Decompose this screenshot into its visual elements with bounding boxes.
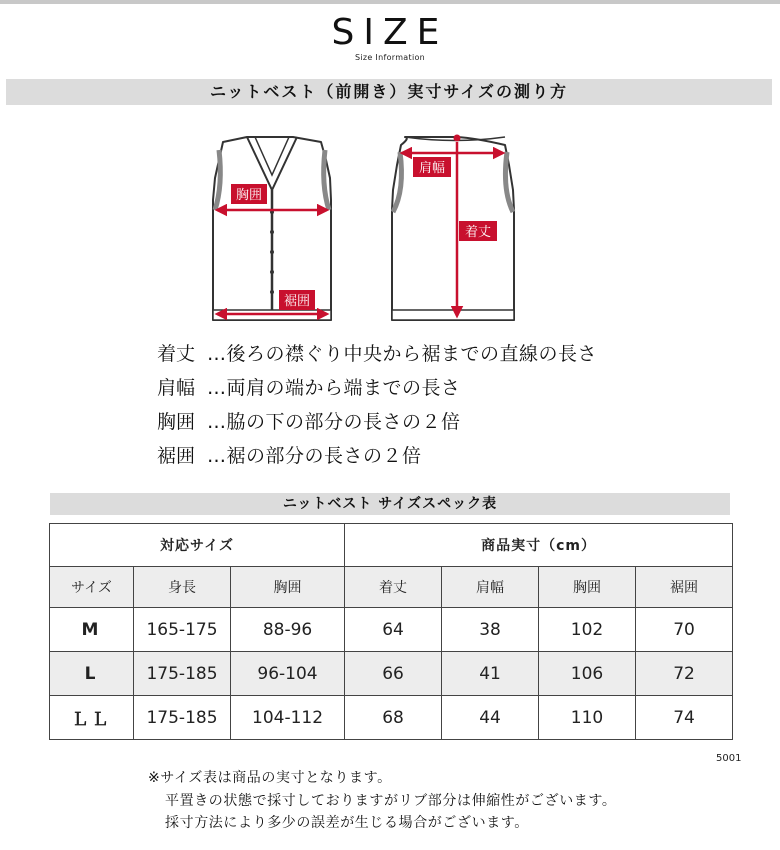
table-cell: 70 [636, 608, 733, 652]
definition-text: …両肩の端から端までの長さ [207, 376, 461, 399]
column-header: 身長 [134, 567, 231, 608]
table-row [50, 652, 733, 696]
table-cell: 72 [636, 652, 733, 696]
table-cell: 64 [345, 608, 442, 652]
definition-hem [157, 437, 597, 471]
note-line: 採寸方法により多少の誤差が生じる場合がございます。 [165, 815, 529, 831]
definition-term: 着丈 [157, 342, 196, 365]
column-header: 着丈 [345, 567, 442, 608]
table-cell: 38 [442, 608, 539, 652]
vest-back [392, 135, 514, 321]
measure-definitions [157, 335, 597, 471]
table-cell: 96-104 [231, 652, 345, 696]
column-header: 胸囲 [539, 567, 636, 608]
vest-measure-diagram [195, 120, 535, 335]
group-header-measure: 商品実寸（cm） [345, 524, 733, 567]
table-cell: 175-185 [134, 696, 231, 740]
definition-term: 裾囲 [157, 444, 196, 467]
definition-length [157, 335, 597, 369]
size-spec-table [49, 523, 733, 740]
table-cell: 88-96 [231, 608, 345, 652]
table-cell: 74 [636, 696, 733, 740]
table-column-header [50, 567, 733, 608]
table-cell: 68 [345, 696, 442, 740]
hem-label: 裾囲 [283, 294, 311, 309]
table-cell: M [50, 608, 134, 652]
group-header-size: 対応サイズ [50, 524, 345, 567]
definition-term: 胸囲 [157, 410, 196, 433]
note-line: 平置きの状態で採寸しておりますがリブ部分は伸縮性がございます。 [165, 792, 617, 809]
shoulder-label: 肩幅 [418, 161, 446, 176]
table-row [50, 608, 733, 652]
column-header: 胸囲 [231, 567, 345, 608]
definition-term: 肩幅 [157, 376, 196, 399]
size-notes [148, 767, 616, 835]
table-cell: 165-175 [134, 608, 231, 652]
page-title: SIZE [331, 12, 449, 53]
page-subtitle: Size Information [354, 53, 426, 62]
table-cell: ＬＬ [50, 696, 134, 740]
table-cell: 110 [539, 696, 636, 740]
definition-text: …脇の下の部分の長さの２倍 [207, 410, 461, 433]
table-group-header [50, 524, 733, 567]
note-line: ※サイズ表は商品の実寸となります。 [148, 770, 392, 786]
table-cell: 41 [442, 652, 539, 696]
vest-front [213, 137, 331, 320]
length-label: 着丈 [464, 225, 492, 240]
column-header: 裾囲 [636, 567, 733, 608]
column-header: 肩幅 [442, 567, 539, 608]
top-divider [0, 0, 780, 4]
bust-label: 胸囲 [235, 188, 263, 203]
column-header: サイズ [50, 567, 134, 608]
product-code: 5001 [716, 753, 742, 764]
table-cell: L [50, 652, 134, 696]
table-cell: 106 [539, 652, 636, 696]
table-cell: 44 [442, 696, 539, 740]
table-cell: 102 [539, 608, 636, 652]
measure-section-title: ニットベスト（前開き）実寸サイズの測り方 [6, 79, 772, 105]
definition-shoulder [157, 369, 597, 403]
table-cell: 175-185 [134, 652, 231, 696]
spec-section-title: ニットベスト サイズスペック表 [50, 493, 730, 515]
definition-bust [157, 403, 597, 437]
table-row [50, 696, 733, 740]
definition-text: …後ろの襟ぐり中央から裾までの直線の長さ [207, 342, 598, 365]
definition-text: …裾の部分の長さの２倍 [207, 444, 422, 467]
table-cell: 104-112 [231, 696, 345, 740]
table-cell: 66 [345, 652, 442, 696]
